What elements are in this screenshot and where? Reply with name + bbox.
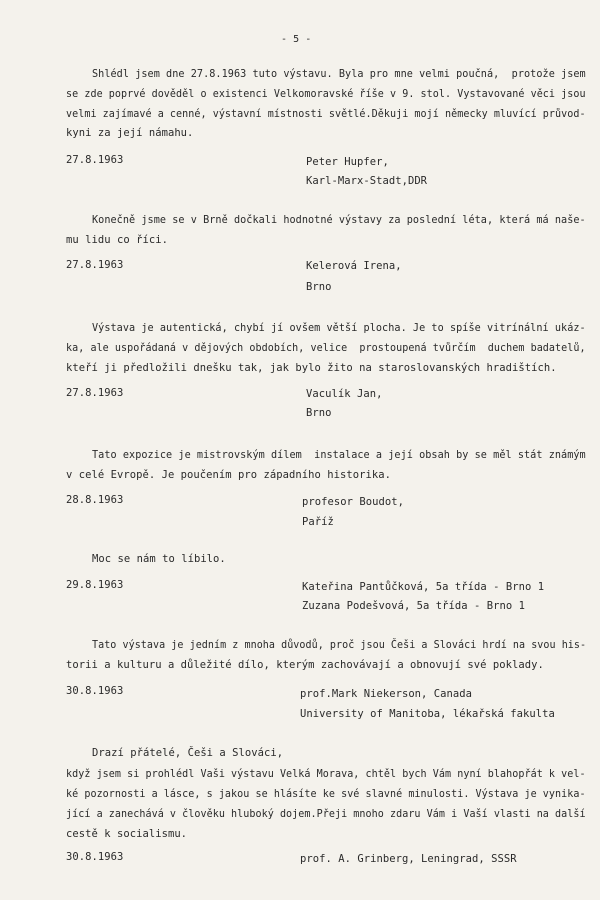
entry-text-line: cestě k socialismu. — [66, 828, 188, 840]
signature-line: University of Manitoba, lékařská fakulta — [300, 708, 555, 720]
entry-text-line: kteří ji předložili dnešku tak, jak bylo žito na staroslovanských hradištích. — [66, 362, 557, 374]
entry-text-line: ké pozornosti a lásce, s jakou se hlásíte ke své slavné minulosti. Výstava je vynika- — [66, 788, 586, 800]
entry-date: 27.8.1963 — [66, 154, 124, 166]
signature-line: Zuzana Podešvová, 5a třída - Brno 1 — [302, 600, 526, 612]
entry-date: 30.8.1963 — [66, 685, 124, 697]
page-number: - 5 - — [281, 34, 312, 45]
signature-line: Peter Hupfer, — [306, 156, 389, 168]
signature-line: Brno — [306, 407, 332, 419]
entry-text-line: kyni za její námahu. — [66, 127, 194, 139]
entry-text-line: v celé Evropě. Je poučením pro západního historika. — [66, 469, 391, 481]
signature-line: Paříž — [302, 516, 334, 528]
entry-text-line: když jsem si prohlédl Vaši výstavu Velká Morava, chtěl bych Vám nyní blahopřát k vel- — [66, 768, 586, 780]
entry-text-line: Tato expozice je mistrovským dílem instalace a její obsah by se měl stát známým — [92, 449, 586, 461]
entry-text-line: torii a kulturu a důležité dílo, kterým zachovávají a obnovují své poklady. — [66, 659, 544, 671]
entry-text-line: Shlédl jsem dne 27.8.1963 tuto výstavu. Byla pro mne velmi poučná, protože jsem — [92, 68, 586, 80]
signature-line: profesor Boudot, — [302, 496, 404, 508]
signature-line: Kelerová Irena, — [306, 260, 402, 272]
signature-line: Kateřina Pantůčková, 5a třída - Brno 1 — [302, 581, 545, 593]
entry-text-line: Konečně jsme se v Brně dočkali hodnotné výstavy za poslední léta, která má naše- — [92, 214, 586, 226]
entry-date: 27.8.1963 — [66, 259, 124, 271]
entry-date: 29.8.1963 — [66, 579, 124, 591]
entry-text-line: Tato výstava je jedním z mnoha důvodů, proč jsou Češi a Slováci hrdí na svou his- — [92, 639, 587, 651]
entry-text-line: se zde poprvé dověděl o existenci Velkomoravské říše v 9. stol. Vystavované věci jsou — [66, 88, 586, 100]
entry-date: 30.8.1963 — [66, 851, 124, 863]
signature-line: Vaculík Jan, — [306, 388, 383, 400]
signature-line: Brno — [306, 281, 332, 293]
entry-text-line: jící a zanechává v člověku hluboký dojem.Přeji mnoho zdaru Vám i Vaší vlasti na další — [66, 808, 586, 820]
entry-text-line: mu lidu co říci. — [66, 234, 168, 246]
entry-text-line: ka, ale uspořádaná v dějových obdobích, velice prostoupená tvůrčím duchem badatelů, — [66, 342, 586, 354]
entry-text-line: Výstava je autentická, chybí jí ovšem větší plocha. Je to spíše vitrínální ukáz- — [92, 322, 586, 334]
signature-line: prof. A. Grinberg, Leningrad, SSSR — [300, 853, 517, 865]
signature-line: prof.Mark Niekerson, Canada — [300, 688, 473, 700]
entry-date: 28.8.1963 — [66, 494, 124, 506]
entry-text-line: velmi zajímavé a cenné, výstavní místnosti světlé.Děkuji mojí německy mluvící průvod- — [66, 108, 586, 120]
signature-line: Karl-Marx-Stadt,DDR — [306, 175, 428, 187]
entry-text-line: Moc se nám to líbilo. — [92, 553, 226, 565]
entry-text-line: Drazí přátelé, Češi a Slováci, — [92, 747, 284, 759]
entry-date: 27.8.1963 — [66, 387, 124, 399]
